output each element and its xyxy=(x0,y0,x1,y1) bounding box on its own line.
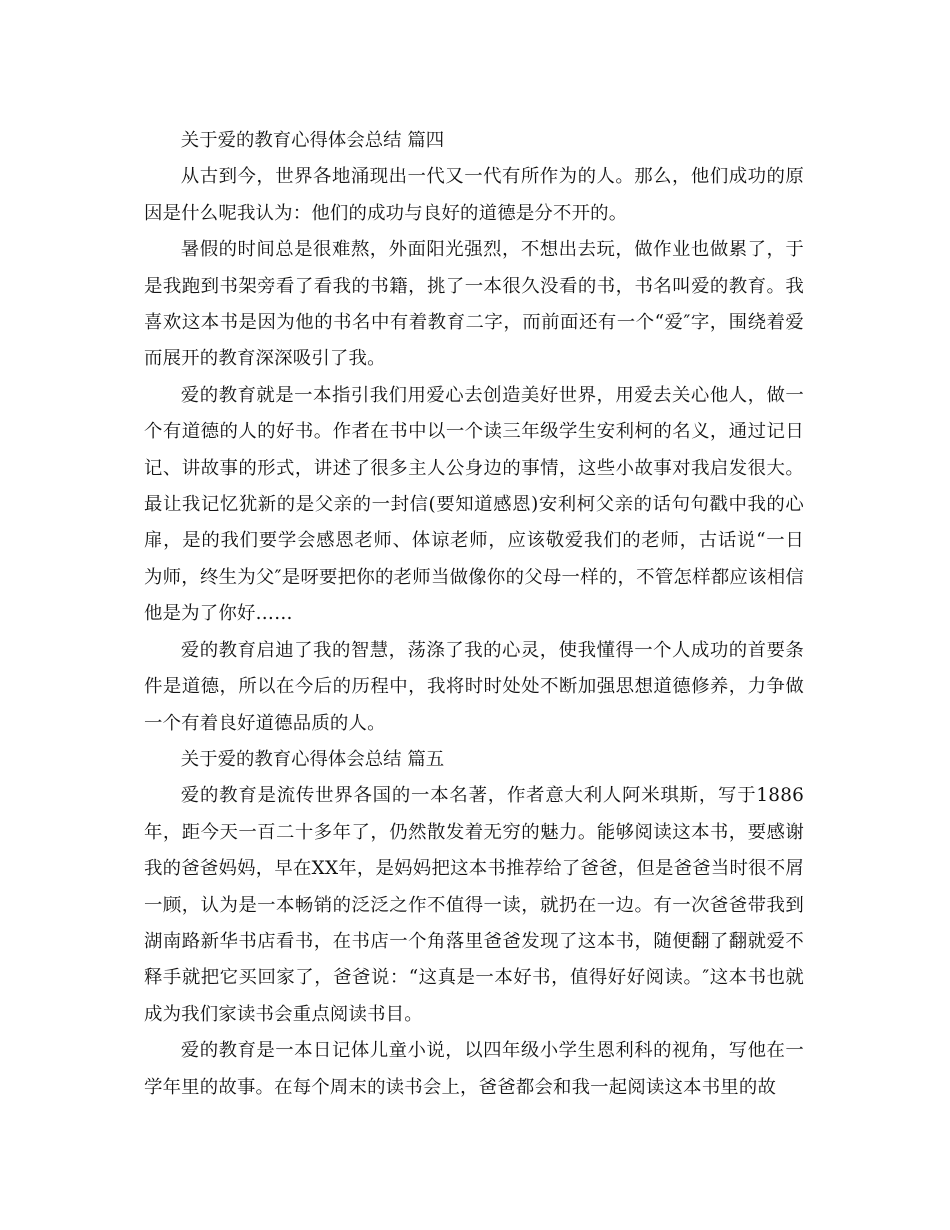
section-heading-4: 关于爱的教育心得体会总结 篇四 xyxy=(180,130,445,151)
paragraph: 爱的教育是一本日记体儿童小说，以四年级小学生恩利科的视角，写他在一学年里的故事。在每个周末的读书会上，爸爸都会和我一起阅读这本书里的故 xyxy=(144,1040,804,1098)
paragraph: 暑假的时间总是很难熬，外面阳光强烈，不想出去玩，做作业也做累了，于是我跑到书架旁看了看我的书籍，挑了一本很久没看的书，书名叫爱的教育。我喜欢这本书是因为他的书名中有着教育二字，而前面还有一个“爱″字，围绕着爱而展开的教育深深吸引了我。 xyxy=(144,239,804,370)
paragraph: 爱的教育启迪了我的智慧，荡涤了我的心灵，使我懂得一个人成功的首要条件是道德，所以在今后的历程中，我将时时处处不断加强思想道德修养，力争做一个有着良好道德品质的人。 xyxy=(144,639,804,734)
paragraph: 爱的教育是流传世界各国的一本名著，作者意大利人阿米琪斯，写于1886年，距今天一百二十多年了，仍然散发着无穷的魅力。能够阅读这本书，要感谢我的爸爸妈妈，早在XX年，是妈妈把这本书推荐给了爸爸，但是爸爸当时很不屑一顾，认为是一本畅销的泛泛之作不值得一读，就扔在一边。有一次爸爸带我到湖南路新华书店看书，在书店一个角落里爸爸发现了这本书，随便翻了翻就爱不释手就把它买回家了，爸爸说：“这真是一本好书，值得好好阅读。″这本书也就成为我们家读书会重点阅读书目。 xyxy=(144,785,804,1025)
document-page xyxy=(144,123,804,1106)
paragraph: 从古到今，世界各地涌现出一代又一代有所作为的人。那么，他们成功的原因是什么呢我认为：他们的成功与良好的道德是分不开的。 xyxy=(144,166,804,224)
section-heading-5: 关于爱的教育心得体会总结 篇五 xyxy=(180,748,445,770)
paragraph: 爱的教育就是一本指引我们用爱心去创造美好世界，用爱去关心他人，做一个有道德的人的好书。作者在书中以一个读三年级学生安利柯的名义，通过记日记、讲故事的形式，讲述了很多主人公身边的事情，这些小故事对我启发很大。最让我记忆犹新的是父亲的一封信(要知道感恩)安利柯父亲的话句句戳中我的心扉，是的我们要学会感恩老师、体谅老师，应该敬爱我们的老师，古话说“一日为师，终生为父″是呀要把你的老师当做像你的父母一样的，不管怎样都应该相信他是为了你好…… xyxy=(144,384,804,625)
